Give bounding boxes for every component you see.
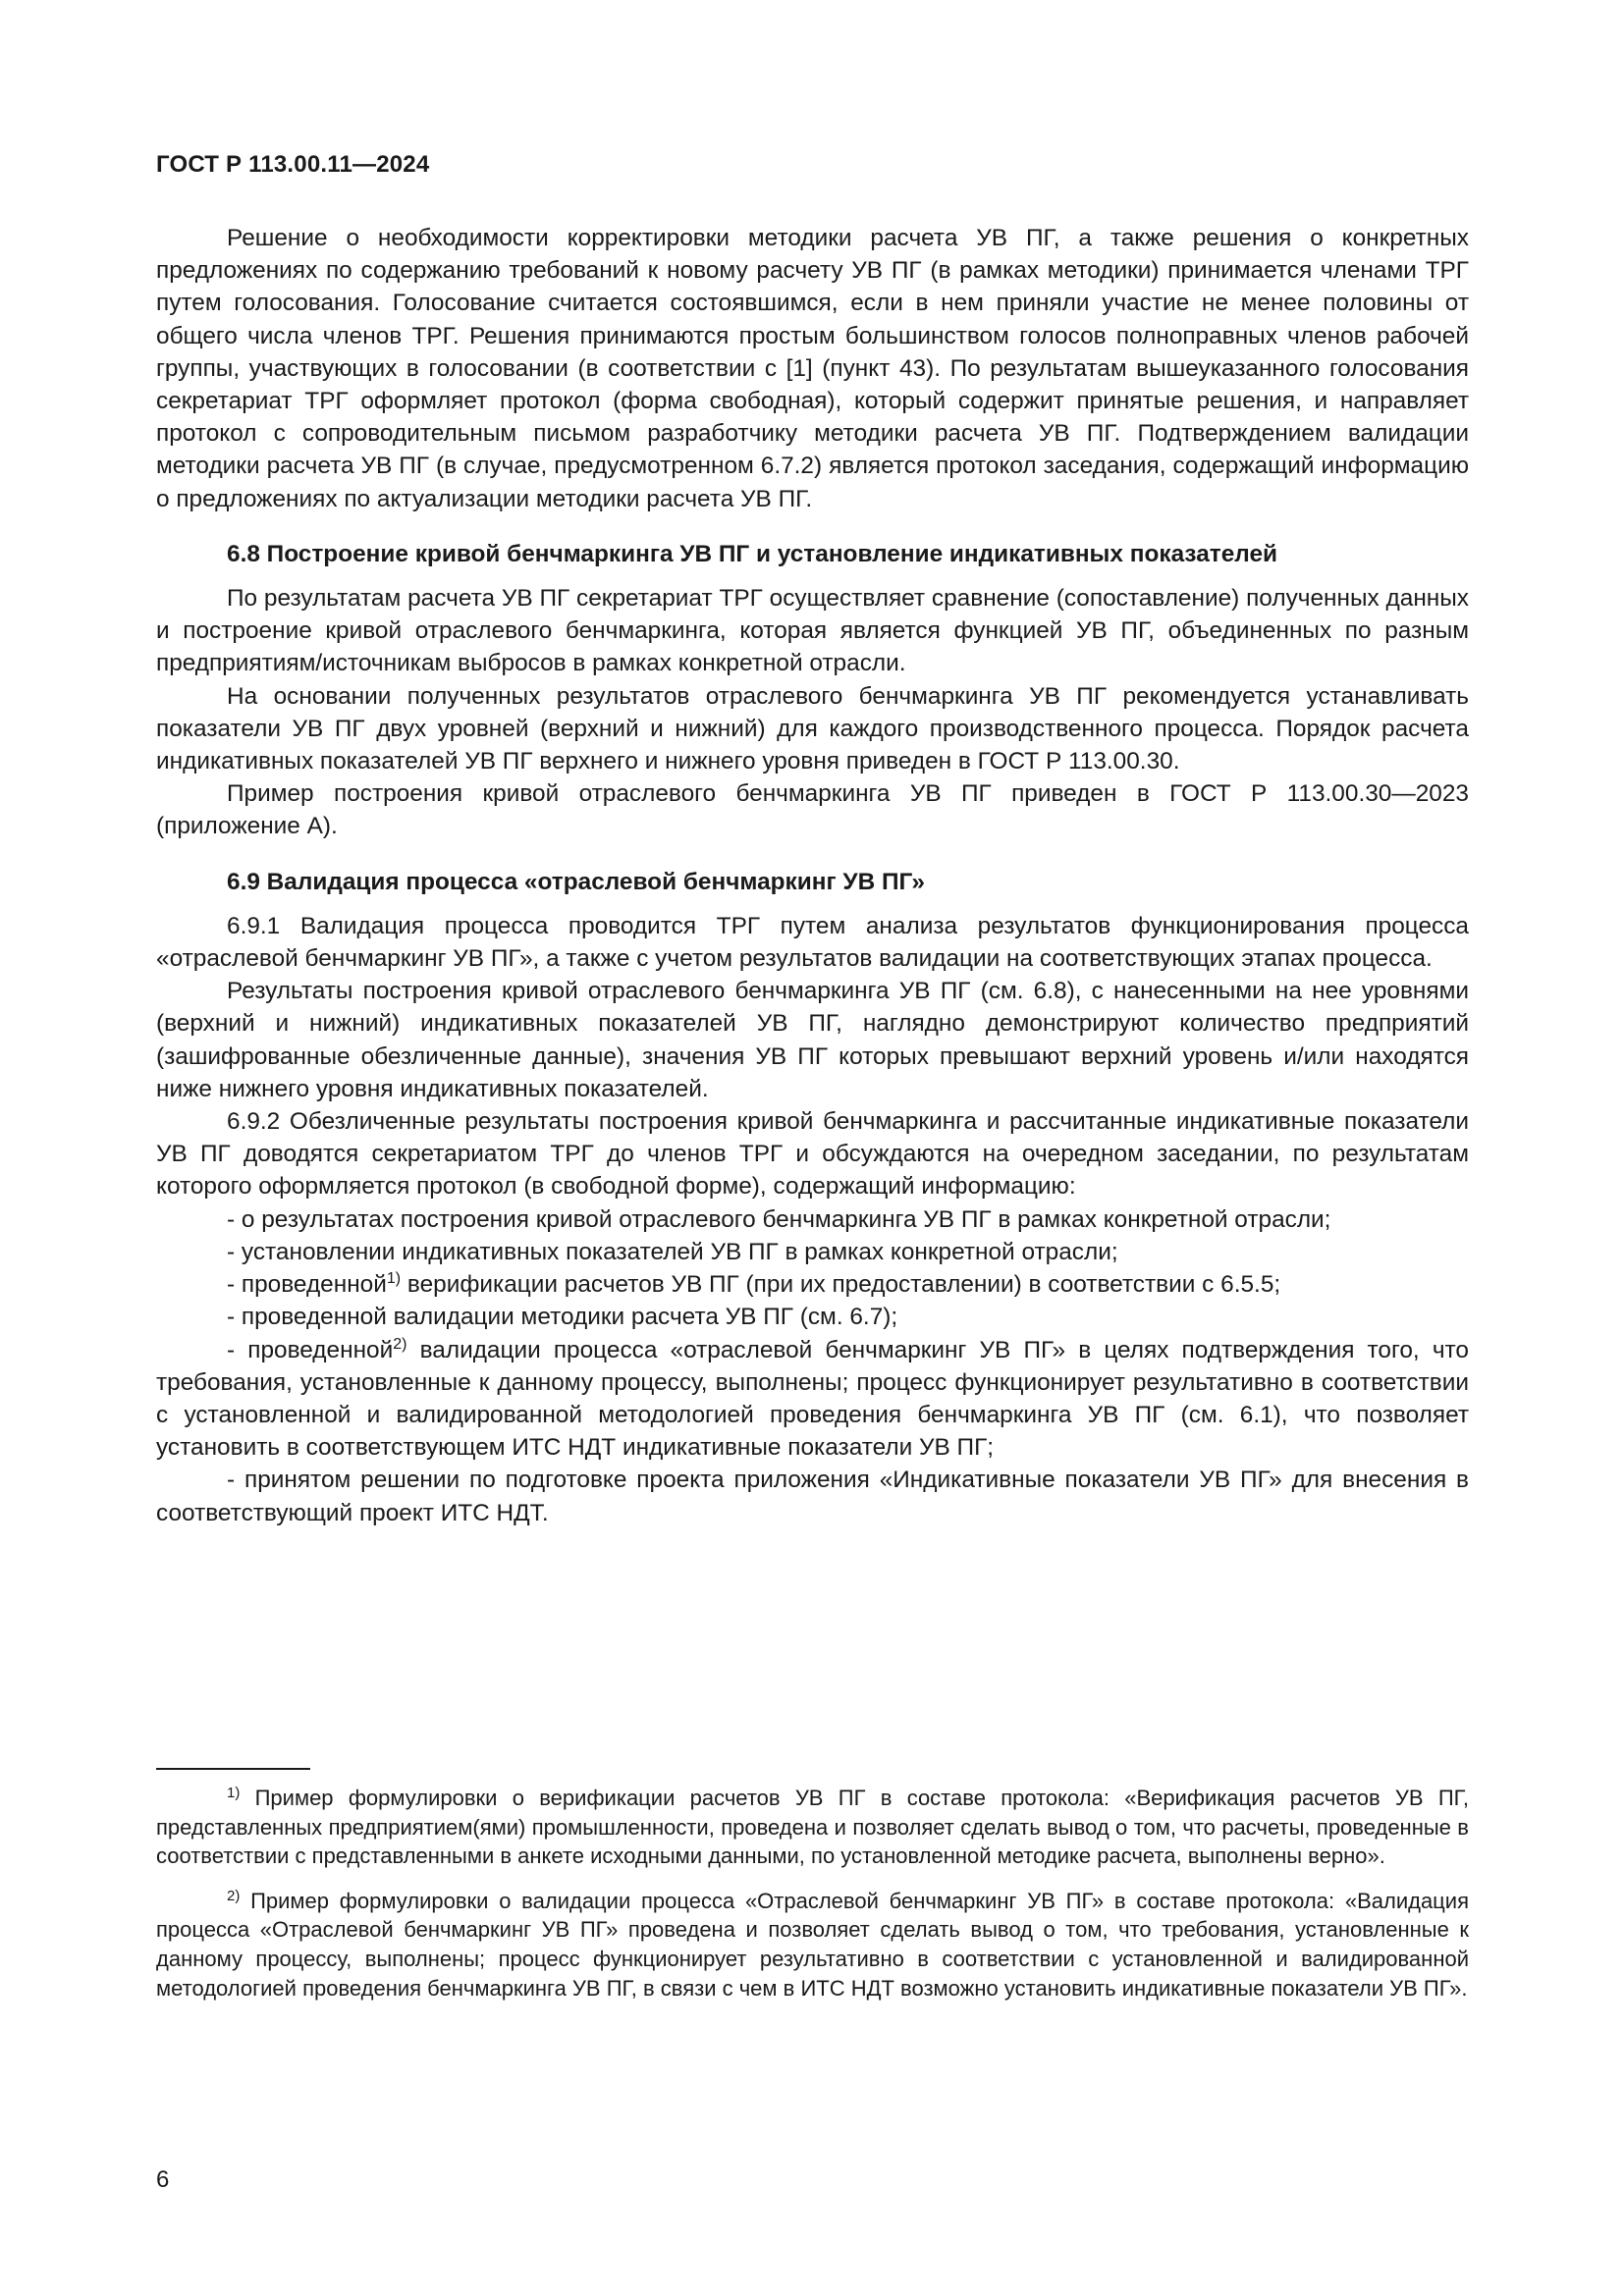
section-6-9-results-paragraph: Результаты построения кривой отраслевого бенчмаркинга УВ ПГ (см. 6.8), с нанесенными на нее уровнями (верхний и нижний) индикативных показателей УВ ПГ, наглядно демонстрируют количество предприятий (зашифрованные обезличенные данные), значения УВ ПГ которых превышают верхний уровень и/или находятся ниже нижнего уровня индикативных показателей. [156,978,1469,1102]
section-6-9-1-paragraph: 6.9.1 Валидация процесса проводится ТРГ путем анализа результатов функционирования процесса «отраслевой бенчмаркинг УВ ПГ», а также с учетом результатов валидации на соответствующих этапах процесса. [156,912,1469,973]
footnote-divider [156,1768,310,1770]
section-6-8-heading: 6.8 Построение кривой бенчмаркинга УВ ПГ и установление индикативных показателей [227,540,1278,567]
intro-paragraph: Решение о необходимости корректировки методики расчета УВ ПГ, а также решения о конкретных предложениях по содержанию требований к новому расчету УВ ПГ (в рамках методики) принимается членами ТРГ путем голосования. Голосование считается состоявшимся, если в нем приняли участие не менее половины от общего числа членов ТРГ. Решения принимаются простым большинством голосов полноправных членов рабочей группы, участвующих в голосовании (в соответствии с [1] (пункт 43). По результатам вышеуказанного голосования секретариат ТРГ оформляет протокол (форма свободная), который содержит принятые решения, и направляет протокол с сопроводительным письмом разработчику методики расчета УВ ПГ. Подтверждением валидации методики расчета УВ ПГ (в случае, предусмотренном 6.7.2) является протокол заседания, содержащий информацию о предложениях по актуализации методики расчета УВ ПГ. [156,225,1469,512]
section-6-8-paragraph-1: По результатам расчета УВ ПГ секретариат ТРГ осуществляет сравнение (сопоставление) полученных данных и построение кривой отраслевого бенчмаркинга, которая является функцией УВ ПГ, объединенных по разным предприятиям/источникам выбросов в рамках конкретной отрасли. [156,585,1469,677]
footnote-text: Пример формулировки о валидации процесса «Отраслевой бенчмаркинг УВ ПГ» в составе протокола: «Валидация процесса «Отраслевой бенчмаркинг УВ ПГ» проведена и позволяет сделать вывод о том, что требования, установленные к данному процессу, выполнены; процесс функционирует результативно в соответствии с установленной и валидированной методологией проведения бенчмаркинга УВ ПГ, в связи с чем в ИТС НДТ возможно установить индикативные показатели УВ ПГ». [156,1888,1469,2001]
document-code-header: ГОСТ Р 113.00.11—2024 [156,151,430,178]
list-item: - проведенной валидации методики расчета УВ ПГ (см. 6.7); [227,1304,898,1331]
footnotes [156,1784,1469,2018]
list-item: - принятом решении по подготовке проекта приложения «Индикативные показатели УВ ПГ» для внесения в соответствующий проект ИТС НДТ. [156,1467,1469,1526]
list-item-text: - проведенной [227,1271,387,1299]
list-item [156,1268,1469,1301]
footnote-text: Пример формулировки о верификации расчетов УВ ПГ в составе протокола: «Верификация расчетов УВ ПГ, представленных предприятием(ями) промышленности, проведена и позволяет сделать вывод о том, что расчеты, проведенные в соответствии с представленными в анкете исходными данными, по установленной методике расчета, выполнены верно». [156,1786,1469,1869]
list-item: - установлении индикативных показателей УВ ПГ в рамках конкретной отрасли; [227,1238,1118,1265]
main-content [156,222,1469,1529]
footnote-ref-2: 2) [393,1335,407,1353]
footnote-1 [156,1784,1469,1871]
list-item [156,1334,1469,1465]
list-item-text: верификации расчетов УВ ПГ (при их предоставлении) в соответствии с 6.5.5; [401,1271,1281,1299]
section-6-9-2-paragraph: 6.9.2 Обезличенные результаты построения кривой бенчмаркинга и рассчитанные индикативные показатели УВ ПГ доводятся секретариатом ТРГ до членов ТРГ и обсуждаются на очередном заседании, по результатам которого оформляется протокол (в свободной форме), содержащий информацию: [156,1108,1469,1201]
protocol-info-list [156,1203,1469,1529]
section-6-8-paragraph-3: Пример построения кривой отраслевого бенчмаркинга УВ ПГ приведен в ГОСТ Р 113.00.30—2023 (приложение А). [156,780,1469,840]
section-6-8-paragraph-2: На основании полученных результатов отраслевого бенчмаркинга УВ ПГ рекомендуется устанавливать показатели УВ ПГ двух уровней (верхний и нижний) для каждого производственного процесса. Порядок расчета индикативных показателей УВ ПГ верхнего и нижнего уровня приведен в ГОСТ Р 113.00.30. [156,682,1469,775]
footnote-2 [156,1887,1469,2002]
footnote-marker: 2) [227,1887,241,1904]
list-item-text: валидации процесса «отраслевой бенчмаркинг УВ ПГ» в целях подтверждения того, что требования, установленные к данному процессу, выполнены; процесс функционирует результативно в соответствии с установленной и валидированной методологией проведения бенчмаркинга УВ ПГ (см. 6.1), что позволяет установить в соответствующем ИТС НДТ индикативные показатели УВ ПГ; [156,1336,1469,1462]
footnote-ref-1: 1) [386,1270,402,1288]
page-number: 6 [156,2166,170,2193]
list-item: - о результатах построения кривой отраслевого бенчмаркинга УВ ПГ в рамках конкретной отрасли; [227,1205,1331,1233]
footnote-marker: 1) [227,1785,241,1801]
section-6-9-heading: 6.9 Валидация процесса «отраслевой бенчмаркинг УВ ПГ» [227,868,925,895]
list-item-text: - проведенной [227,1336,394,1363]
